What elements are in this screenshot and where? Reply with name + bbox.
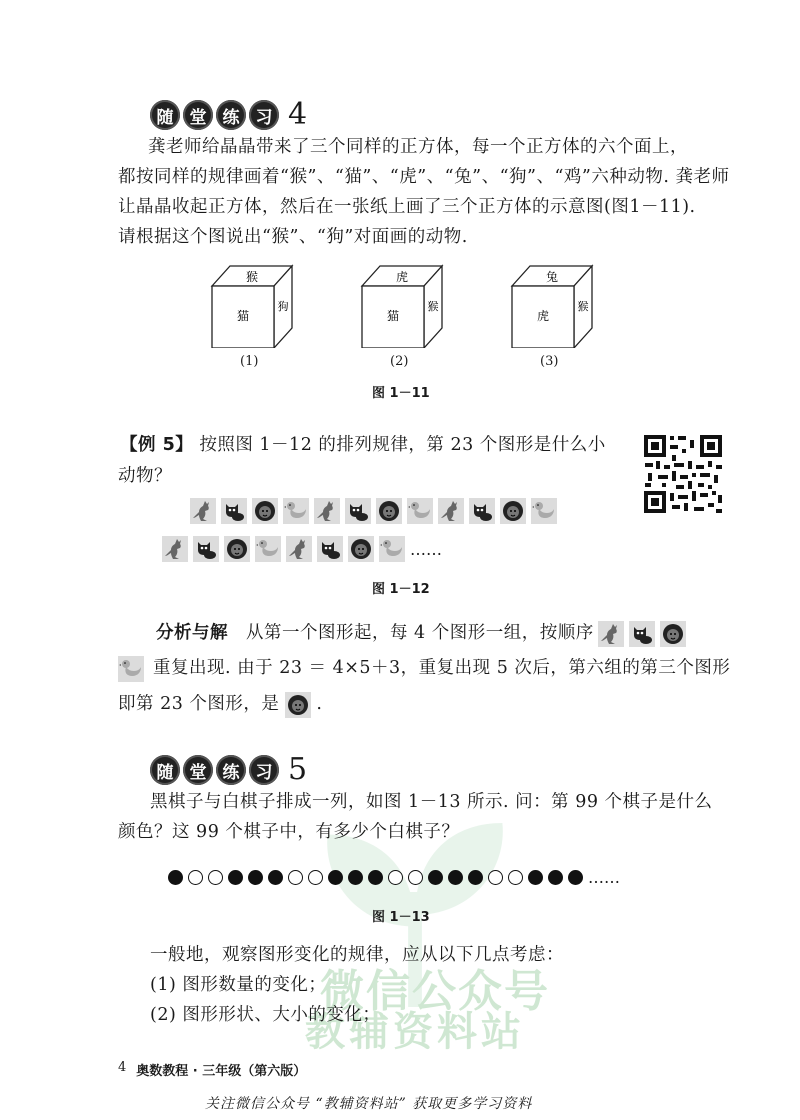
- cube-front-label: 虎: [536, 309, 550, 323]
- lion-icon: [285, 692, 311, 718]
- practice-number: 5: [288, 752, 308, 787]
- page-number: 4: [118, 1060, 127, 1075]
- kangaroo-icon: [598, 621, 624, 647]
- duck-icon: [407, 498, 433, 524]
- black-stone: [268, 870, 283, 885]
- kangaroo-icon: [438, 498, 464, 524]
- lion-icon: [252, 498, 278, 524]
- duck-icon: [283, 498, 309, 524]
- cube-side-label: 猴: [577, 300, 589, 313]
- white-stone: [308, 870, 323, 885]
- black-stone: [568, 870, 583, 885]
- duck-icon: [118, 656, 144, 682]
- white-stone: [208, 870, 223, 885]
- lion-icon: [376, 498, 402, 524]
- lion-icon: [500, 498, 526, 524]
- figure-1-12-row-2: [162, 536, 442, 562]
- figure-1-11-caption: 图 1－11: [372, 386, 430, 401]
- kangaroo-icon: [190, 498, 216, 524]
- cube-front-label: 猫: [236, 309, 250, 323]
- cat-icon: [317, 536, 343, 562]
- cat-icon: [629, 621, 655, 647]
- example-5-line-1: [120, 430, 606, 461]
- practice-badge-char: 堂: [183, 755, 213, 785]
- analysis-title: 分析与解: [156, 623, 228, 643]
- black-stone: [448, 870, 463, 885]
- analysis-line-1-text: 从第一个图形起，每 4 个图形一组，按顺序: [246, 623, 594, 643]
- analysis-line-2: [118, 653, 730, 684]
- cube-3-caption: (3): [540, 354, 559, 369]
- cube-1: [200, 258, 300, 348]
- example-5-tag: 【例 5】: [120, 435, 194, 455]
- practice-badge-char: 练: [216, 755, 246, 785]
- analysis-line-2-text: 重复出现. 由于 23 ＝ 4×5＋3，重复出现 5 次后，第六组的第三个图形: [153, 658, 731, 678]
- white-stone: [288, 870, 303, 885]
- black-stone: [528, 870, 543, 885]
- watermark-text-line1: 微信公众号: [320, 966, 550, 1017]
- cube-front-label: 猫: [386, 309, 400, 323]
- lion-icon: [348, 536, 374, 562]
- duck-icon: [379, 536, 405, 562]
- cube-2-caption: (2): [390, 354, 409, 369]
- analysis-line-1: [156, 618, 691, 649]
- practice-badge-char: 随: [150, 100, 180, 130]
- cube-2: [350, 258, 450, 348]
- practice-4-line-4: 请根据这个图说出“猴”、“狗”对面画的动物.: [118, 227, 468, 247]
- general-line-3: (2) 图形形状、大小的变化；: [150, 1005, 381, 1025]
- black-stone: [428, 870, 443, 885]
- white-stone: [388, 870, 403, 885]
- figure-1-12-row-1: [190, 498, 562, 524]
- black-stone: [228, 870, 243, 885]
- general-line-2: (1) 图形数量的变化；: [150, 975, 327, 995]
- kangaroo-icon: [314, 498, 340, 524]
- practice-5-header: [150, 752, 308, 787]
- black-stone: [368, 870, 383, 885]
- watermark-text-line2: 教辅资料站: [305, 1009, 525, 1055]
- white-stone: [408, 870, 423, 885]
- lion-icon: [224, 536, 250, 562]
- practice-badge-char: 习: [249, 755, 279, 785]
- practice-4-line-1: 龚老师给晶晶带来了三个同样的正方体，每一个正方体的六个面上，: [148, 137, 688, 157]
- cube-top-label: 猴: [245, 270, 259, 284]
- figure-1-13-stone-row: [168, 868, 620, 887]
- kangaroo-icon: [286, 536, 312, 562]
- figure-1-13-ellipsis: ……: [588, 868, 620, 887]
- cat-icon: [221, 498, 247, 524]
- figure-1-12-ellipsis: ……: [410, 539, 442, 559]
- analysis-answer-icon-wrap: [285, 692, 316, 718]
- cube-top-label: 兔: [545, 270, 559, 284]
- lion-icon: [660, 621, 686, 647]
- black-stone: [468, 870, 483, 885]
- example-5-question: 按照图 1－12 的排列规律，第 23 个图形是什么小: [199, 435, 606, 455]
- cat-icon: [345, 498, 371, 524]
- cube-1-caption: (1): [240, 354, 259, 369]
- practice-5-line-2: 颜色？这 99 个棋子中，有多少个白棋子？: [118, 822, 460, 842]
- practice-4-header: [150, 97, 308, 132]
- figure-1-12-caption: 图 1－12: [372, 582, 430, 597]
- kangaroo-icon: [162, 536, 188, 562]
- duck-icon: [255, 536, 281, 562]
- practice-4-line-2: 都按同样的规律画着“猴”、“猫”、“虎”、“兔”、“狗”、“鸡”六种动物. 龚老师: [118, 167, 730, 187]
- analysis-duck-icon-wrap: [118, 656, 149, 682]
- white-stone: [508, 870, 523, 885]
- book-title: 奥数教程 · 三年级（第六版）: [136, 1064, 307, 1079]
- practice-badge-char: 习: [249, 100, 279, 130]
- analysis-line-3-text: 即第 23 个图形，是: [118, 694, 280, 714]
- black-stone: [328, 870, 343, 885]
- black-stone: [168, 870, 183, 885]
- practice-badge-char: 练: [216, 100, 246, 130]
- black-stone: [348, 870, 363, 885]
- analysis-sequence-icons: [598, 621, 691, 647]
- white-stone: [188, 870, 203, 885]
- cube-top-label: 虎: [395, 270, 409, 284]
- practice-number: 4: [288, 97, 308, 132]
- practice-badge-char: 堂: [183, 100, 213, 130]
- analysis-line-3: [118, 689, 322, 720]
- analysis-line-3-end: .: [316, 694, 323, 714]
- figure-1-13-caption: 图 1－13: [372, 910, 430, 925]
- duck-icon: [531, 498, 557, 524]
- cube-3: [500, 258, 600, 348]
- practice-5-line-1: 黑棋子与白棋子排成一列，如图 1－13 所示. 问：第 99 个棋子是什么: [150, 792, 713, 812]
- qr-code-icon[interactable]: [642, 433, 724, 515]
- black-stone: [248, 870, 263, 885]
- promo-footer-text: 关注微信公众号 “教辅资料站” 获取更多学习资料: [205, 1096, 533, 1112]
- white-stone: [488, 870, 503, 885]
- practice-4-line-3: 让晶晶收起正方体，然后在一张纸上画了三个正方体的示意图(图1－11).: [118, 197, 696, 217]
- page-footer: [118, 1060, 306, 1079]
- cube-side-label: 狗: [277, 300, 289, 313]
- cube-side-label: 猴: [427, 300, 439, 313]
- cat-icon: [469, 498, 495, 524]
- example-5-line-2: 动物？: [118, 466, 172, 486]
- general-line-1: 一般地，观察图形变化的规律，应从以下几点考虑：: [150, 945, 564, 965]
- practice-badge-char: 随: [150, 755, 180, 785]
- cat-icon: [193, 536, 219, 562]
- black-stone: [548, 870, 563, 885]
